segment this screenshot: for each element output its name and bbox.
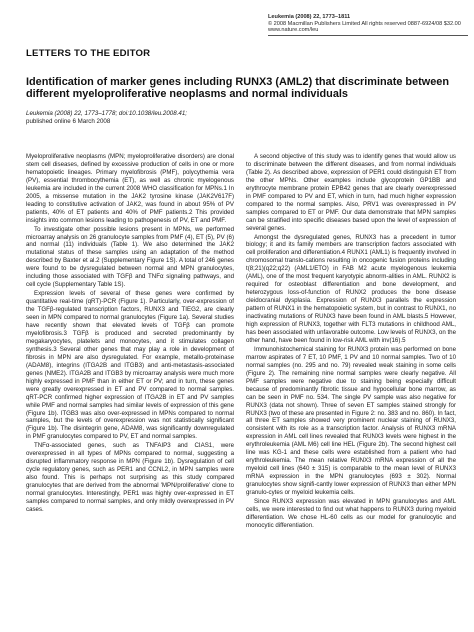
article-title: Identification of marker genes including RUNX3 (AML2) that discriminate between different myeloproliferative neoplasms and normal individuals [26, 76, 449, 101]
body-paragraph: TNFα-associated genes, such as TNFAIP3 and CIAS1, were overexpressed in all types of MPNs compared to normal, suggesting a disrupted inflammatory response in MPN (Figure 1b). Dysregulation of cell cycle regulatory genes, such as PER1 and CCNL2, in MPN samples were also found. This is perhaps not surprising as this study compared granulocytes that are derived from the abnormal 'MPN/proliferative' clone to normal granulocytes. Interestingly, PER1 was highly over-expressed in ET samples compared to normal samples, and only mildly overexpressed in PV cases. [26, 442, 234, 513]
journal-header [268, 14, 468, 34]
body-paragraph: Since RUNX3 expression was elevated in MPN granulocytes and AML cells, we were interested to find out what happens to RUNX3 during myeloid differentiation. We chose HL-60 cells as our model for granulocytic and monocytic differentiation. [246, 497, 456, 529]
published-line: published online 6 March 2008 [26, 118, 111, 125]
body-paragraph: Amongst the dysregulated genes, RUNX3 has a precedent in tumor biology; it and its family members are transcription factors associated with cell proliferation and differentiation.4 RUNX1 (AML1) is frequently involved in chromosomal translo-cations resulting in oncogenic fusion proteins including t(8;21)(q22;q22) (AML1/ETO) in FAB M2 acute myelogenous leukemia (AML), one of the most frequent karyotypic abnorm-alities in AML. RUNX2 is required for osteoblast differentiation and bone development, and heterozygous loss-of-function of RUNX2 produces the bone disease cleidocranial dysplasia. Expression of RUNX3 parallels the expression pattern of RUNX1 in the hematopoietic system, but in contrast to RUNX1, no inactivating mutations of RUNX3 have been found in AML blasts.5 However, high expression of RUNX3, together with FLT3 mutations in childhood AML, has been associated with unfavorable outcome. Low levels of RUNX3, on the other hand, have been found in low-risk AML with inv(16).5 [246, 233, 456, 344]
body-column-left [26, 153, 234, 515]
body-paragraph: Myeloproliferative neoplasms (MPN; myeloproliferative disorders) are clonal stem cell diseases, defined by excessive production of cells in one or more hematopoietic lineages. Primary myelofibrosis (PMF), polycythemia vera (PV), essential thrombocythemia (ET), as well as chronic myelogenous leukemia are included in the current 2008 WHO classification for MPNs.1 In 2005, a missense mutation in the JAK2 tyrosine kinase (JAK2V617F) leading to constitutive activation of JAK2, was found in about 95% of PV patients, 40% of ET patients and 40% of PMF patients.2 This provided insights into common lesions leading to pathogenesis of PV, ET and PMF. [26, 153, 234, 224]
header-divider [268, 35, 468, 36]
body-paragraph: To investigate other possible lesions present in MPNs, we performed microarray analysis on 26 granulocyte samples from PMF (4), ET (5), PV (6) and normal (11) individuals (Table 1). We also determined the JAK2 mutational status of these samples using an adaptation of the method described by Baxter et al.2 (Supplementary Figure 1S). A total of 246 genes were found to be dysregulated between normal and MPN granulocytes, including those associated with TGFβ and TNFα signaling pathways, and cell cycle (Supplementary Table 1S). [26, 225, 234, 289]
body-column-right [246, 153, 456, 531]
body-paragraph: Expression levels of several of these genes were confirmed by quantitative real-time (qRT)-PCR (Figure 1). Particularly, over-expression of the TGFβ-regulated transcription factors, RUNX3 and TIEG2, are clearly seen in MPN compared to normal granulocytes (Figure 1a). Several studies have recently shown that elevated levels of TGFβ can promote myelofibrosis.3 TGFβ is produced and secreted predominantly by megakaryocytes, platelets and monocytes, and it stimulates collagen synthesis.3 Several other genes that may play a role in development of fibrosis in MPN are also dysregulated. For example, metallo-proteinase (ADAM8), integrins (ITGA2B and ITGB3) and anti-metastasis-associated genes (NME2). ITGA2B and ITGB3 by microarray analysis were much more highly expressed in PMF than in either ET or PV; and in turn, these genes were greatly overexpressed in ET and PV compared to normal samples. qRT-PCR confirmed higher expression of ITGA2B in ET and PV samples while PMF and normal samples had similar levels of expression of this gene (Figure 1b). ITGB3 was also over-expressed in MPNs compared to normal samples, but the levels of overexpression was not statistically significant (Figure 1b). The disintegrin gene, ADAM8, was significantly downregulated in PMF granulocytes compared to PV, ET and normal samples. [26, 290, 234, 441]
citation-line: Leukemia (2008) 22, 1773–1778; doi:10.1038/leu.2008.41; [26, 110, 188, 117]
body-paragraph: Immunohistochemical staining for RUNX3 protein was performed on bone marrow aspirates of 7 ET, 10 PMF, 1 PV and 10 normal samples. Two of 10 normal samples (no. 295 and no. 79) revealed weak staining in some cells (Figure 2). The remaining nine normal samples were clearly negative. All PMF samples were negative due to staining being especially difficult because of predominantly fibrotic tissue and hypocellular bone marrow, as can be seen in PMF no. 534. The single PV sample was also negative for RUNX3 (data not shown). Three of seven ET samples stained strongly for RUNX3 (two of these are presented in Figure 2: no. 383 and no. 860). In fact, all three ET samples showed very prominent nuclear staining of RUNX3, consistent with its role as a transcription factor. Analysis of RUNX3 mRNA expression in AML cell lines revealed that RUNX3 levels were highest in the erythroleukemia (AML M6) cell line HEL (Figure 2b). The second highest cell line was KG-1 and these cells were established from a patient who had erythroleukemia. The mean relative RUNX3 mRNA expression of all the myeloid cell lines (640 ± 315) is comparable to the mean level of RUNX3 mRNA expression in the MPN granulocytes (693 ± 302). Normal granulocytes show signifi-cantly lower expression of RUNX3 than either MPN granulo-cytes or myeloid leukemia cells. [246, 345, 456, 497]
copyright-line: © 2008 Macmillan Publishers Limited All rights reserved 0887-6924/08 $32.00 [268, 20, 461, 27]
body-paragraph: A second objective of this study was to identify genes that would allow us to discriminate between the different diseases, and from normal individuals (Table 2). As described above, expression of PER1 could distinguish ET from the other MPNs. Other examples include glycoprotein GP1BB and erythrocyte membrane protein EPB42 genes that are clearly overexpressed in PMF compared to PV and ET, which in turn, had much higher expression compared to the normal samples. Also, PRV1 was overexpressed in PV samples compared to ET or PMF. Our data demonstrate that MPN samples can be stratified into specific diseases based upon the level of expression of several genes. [246, 153, 456, 232]
journal-citation-line: Leukemia (2008) 22, 1773–1811 [268, 14, 351, 20]
journal-url-link[interactable]: www.nature.com/leu [268, 27, 319, 34]
article-citation [26, 110, 226, 126]
section-label: LETTERS TO THE EDITOR [26, 48, 151, 59]
